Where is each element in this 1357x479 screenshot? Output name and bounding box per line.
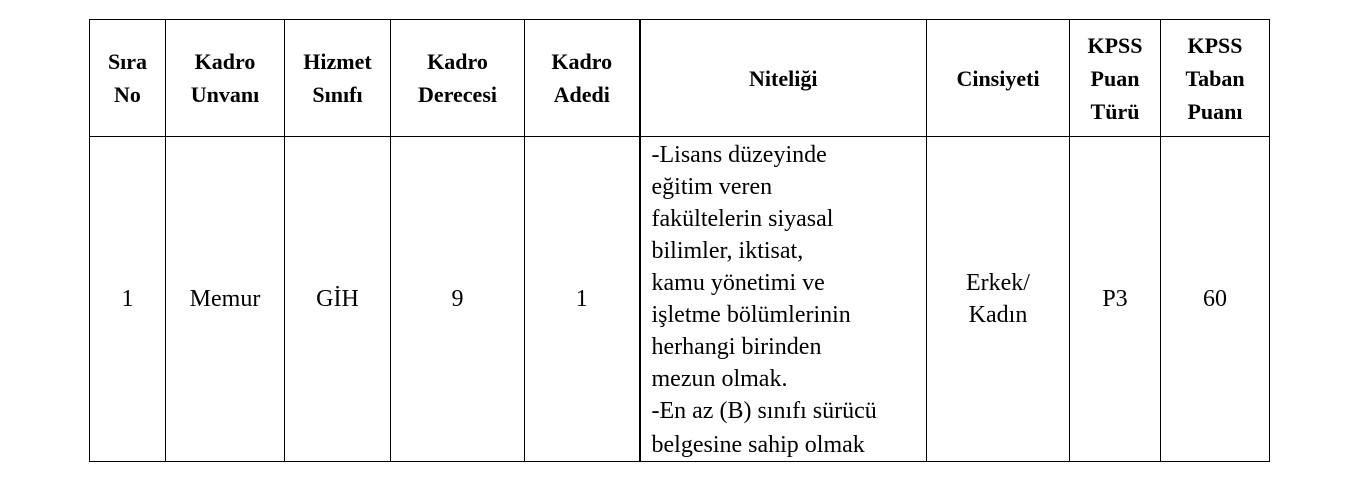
header-kpss-puan-turu-line-2: Puan [1090, 65, 1140, 91]
header-row [90, 20, 1270, 137]
header-kadro-derecesi-line-1: Kadro [427, 49, 488, 74]
niteligi-line: fakültelerin siyasal [651, 206, 834, 232]
header-hizmet-sinifi-line-1: Hizmet [303, 49, 372, 74]
header-sira-no-line-2: No [114, 82, 141, 107]
header-kpss-taban-puani-line-2: Taban [1185, 65, 1245, 91]
header-cinsiyeti [927, 20, 1070, 137]
header-kpss-puan-turu-line-1: KPSS [1087, 32, 1143, 58]
header-kadro-unvani-line-2: Unvanı [190, 82, 260, 107]
niteligi-line: bilimler, iktisat, [651, 238, 804, 264]
header-hizmet-sinifi-line-2: Sınıfı [312, 82, 363, 107]
header-kpss-taban-puani-line-3: Puanı [1187, 98, 1243, 124]
niteligi-line: belgesine sahip olmak [651, 432, 865, 458]
niteligi-line: mezun olmak. [651, 366, 788, 392]
header-cinsiyeti-line-1: Cinsiyeti [956, 65, 1040, 91]
table-body [90, 137, 1270, 462]
header-niteligi [640, 20, 927, 137]
cell-kadro-derecesi: 9 [391, 137, 525, 462]
header-hizmet-sinifi [285, 20, 391, 137]
niteligi-line: eğitim veren [651, 174, 773, 200]
header-kadro-derecesi [391, 20, 525, 137]
header-kpss-puan-turu [1070, 20, 1161, 137]
cell-kadro-adedi: 1 [525, 137, 640, 462]
header-kadro-adedi [525, 20, 640, 137]
table-row [90, 137, 1270, 462]
cinsiyeti-line-2: Kadın [968, 302, 1028, 328]
niteligi-line: -En az (B) sınıfı sürücü [651, 398, 877, 424]
header-kadro-unvani-line-1: Kadro [194, 49, 256, 74]
cell-cinsiyeti [927, 137, 1070, 462]
header-niteligi-line-1: Niteliği [749, 65, 818, 91]
table-header [90, 20, 1270, 137]
header-kadro-unvani [166, 20, 285, 137]
header-sira-no [90, 20, 166, 137]
cell-hizmet-sinifi: GİH [285, 137, 391, 462]
niteligi-line: -Lisans düzeyinde [651, 142, 827, 168]
header-kadro-adedi-line-1: Kadro [551, 49, 613, 74]
cell-kpss-taban-puani: 60 [1161, 137, 1270, 462]
header-kpss-puan-turu-line-3: Türü [1090, 98, 1140, 124]
header-kpss-taban-puani [1161, 20, 1270, 137]
cell-kpss-puan-turu: P3 [1070, 137, 1161, 462]
niteligi-line: işletme bölümlerinin [651, 302, 851, 328]
niteligi-line: kamu yönetimi ve [651, 270, 825, 296]
header-sira-no-line-1: Sıra [107, 49, 148, 74]
cell-niteligi [640, 137, 927, 462]
cinsiyeti-line-1: Erkek/ [966, 270, 1030, 296]
cell-sira-no: 1 [90, 137, 166, 462]
header-kpss-taban-puani-line-1: KPSS [1187, 32, 1243, 58]
header-kadro-derecesi-line-2: Derecesi [418, 82, 497, 107]
niteligi-line: herhangi birinden [651, 334, 822, 360]
cell-kadro-unvani: Memur [166, 137, 285, 462]
header-kadro-adedi-line-2: Adedi [553, 82, 610, 107]
kadro-table [89, 19, 1270, 462]
